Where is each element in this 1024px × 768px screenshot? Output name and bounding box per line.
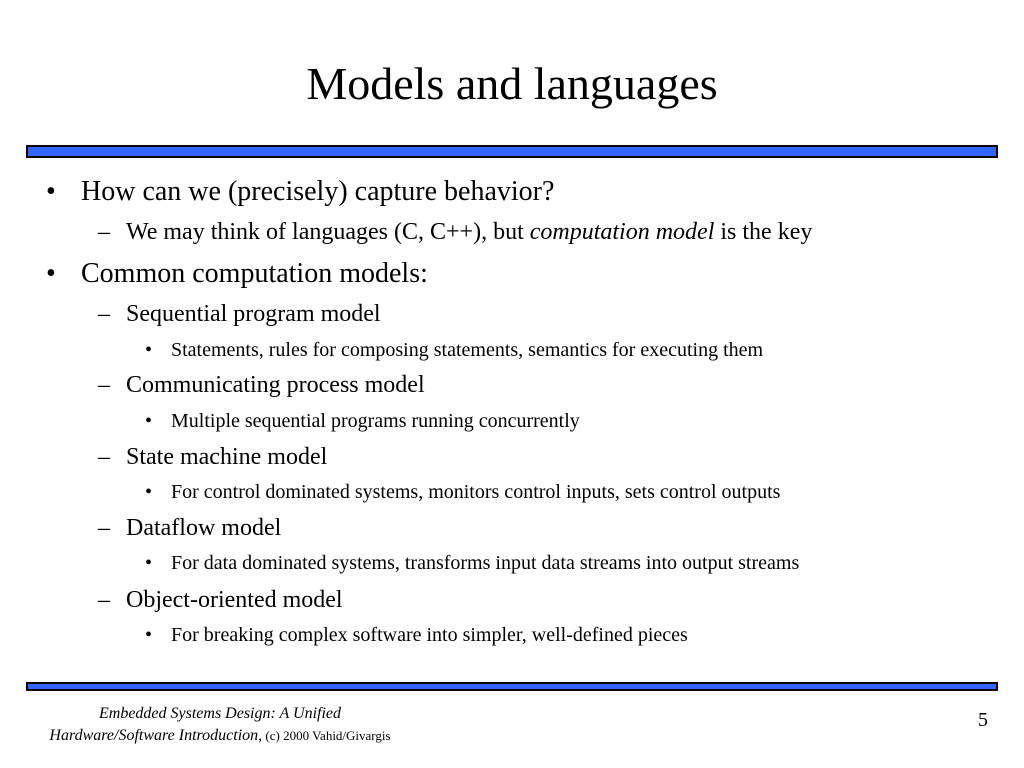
bullet-mark: •: [46, 258, 56, 289]
footer-book-subtitle: Hardware/Software Introduction,: [49, 727, 263, 744]
emphasis-text: computation model: [529, 219, 715, 245]
sub-bullet-text: Sequential program model: [126, 301, 381, 327]
bullet-mark: •: [145, 481, 153, 503]
detail-text: For data dominated systems, transforms input data streams into output streams: [171, 552, 800, 574]
dash-mark: –: [98, 301, 110, 327]
sub-bullet-text: Communicating process model: [126, 372, 425, 398]
bottom-divider: [26, 682, 998, 691]
sub-bullet-text: State machine model: [126, 444, 328, 470]
text-part: is the key: [714, 219, 813, 245]
dash-mark: –: [98, 515, 110, 541]
bullet-mark: •: [145, 624, 153, 646]
dash-mark: –: [98, 444, 110, 470]
footer-copyright: (c) 2000 Vahid/Givargis: [262, 728, 391, 743]
sub-bullet-text: [126, 218, 812, 246]
bullet-text: How can we (precisely) capture behavior?: [81, 176, 555, 207]
bullet-mark: •: [46, 176, 56, 207]
top-divider: [26, 145, 998, 158]
sub-bullet-text: Dataflow model: [126, 515, 282, 541]
detail-text: Multiple sequential programs running concurrently: [171, 410, 580, 432]
detail-text: Statements, rules for composing statements, semantics for executing them: [171, 339, 764, 361]
bullet-text: Common computation models:: [81, 258, 428, 289]
bullet-mark: •: [145, 339, 153, 361]
footer-line-1: Embedded Systems Design: A Unified: [98, 705, 342, 722]
detail-text: For control dominated systems, monitors control inputs, sets control outputs: [171, 481, 781, 503]
bullet-mark: •: [145, 410, 153, 432]
footer-citation: [20, 703, 420, 747]
dash-mark: –: [98, 587, 110, 613]
dash-mark: –: [98, 219, 110, 245]
text-part: We may think of languages (C, C++), but: [126, 219, 530, 245]
bullet-mark: •: [145, 552, 153, 574]
footer-line-2: [20, 725, 420, 747]
dash-mark: –: [98, 372, 110, 398]
detail-text: For breaking complex software into simpler, well-defined pieces: [171, 624, 688, 646]
sub-bullet-text: Object-oriented model: [126, 587, 343, 613]
page-number: 5: [978, 709, 988, 731]
slide-title: Models and languages: [306, 58, 718, 109]
